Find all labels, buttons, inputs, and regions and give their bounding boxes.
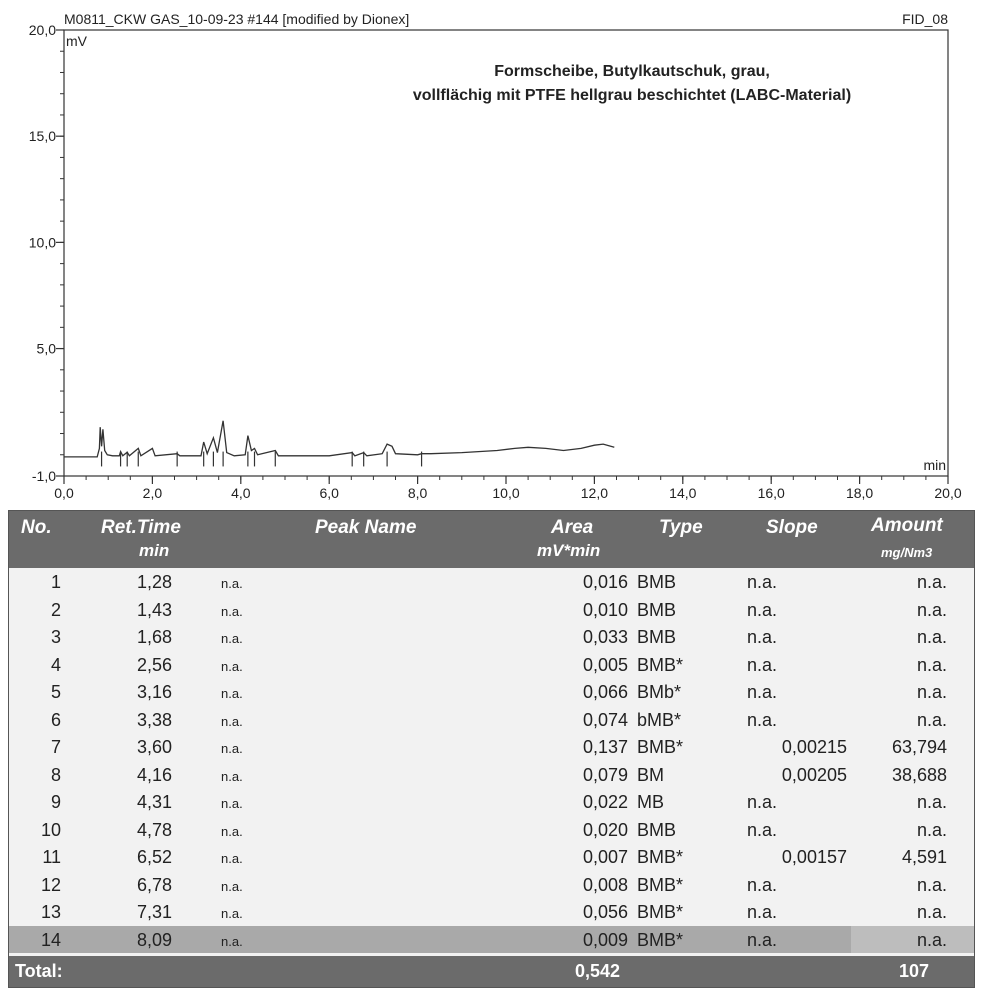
table-row	[9, 843, 974, 871]
cell-area: 0,066	[582, 682, 628, 702]
cell-area: 0,009	[582, 929, 628, 950]
cell-amount: 4,591	[901, 847, 947, 867]
cell-type: BMB*	[637, 874, 684, 895]
cell-slope: n.a.	[747, 792, 778, 812]
y-tick-labels	[29, 22, 64, 484]
col-area-unit: mV*min	[537, 541, 601, 560]
cell-no: 2	[50, 599, 61, 620]
cell-type: BMB	[637, 599, 677, 620]
table-row	[9, 816, 974, 844]
cell-ret-time: 3,38	[136, 709, 172, 730]
cell-no: 11	[42, 847, 61, 867]
x-tick-label: 10,0	[492, 485, 520, 501]
cell-area: 0,016	[582, 572, 628, 592]
col-type-header: Type	[659, 517, 703, 538]
x-tick-label: 16,0	[757, 485, 785, 501]
table-row	[9, 926, 974, 954]
cell-ret-time: 4,31	[136, 792, 172, 812]
cell-peak-name: n.a.	[221, 576, 243, 591]
cell-slope: n.a.	[747, 572, 778, 592]
cell-peak-name: n.a.	[221, 906, 243, 921]
cell-ret-time: 6,78	[136, 874, 172, 895]
y-tick-label: 10,0	[28, 234, 56, 251]
table-row	[9, 761, 974, 789]
cell-type: BMB*	[637, 847, 684, 867]
cell-area: 0,079	[582, 764, 628, 785]
cell-peak-name: n.a.	[221, 741, 243, 756]
table-row	[9, 651, 974, 679]
table-row	[9, 871, 974, 899]
cell-area: 0,056	[582, 902, 628, 922]
cell-amount: n.a.	[916, 599, 947, 620]
y-tick-label: -1,0	[31, 468, 56, 484]
table-row	[9, 678, 974, 706]
cell-amount: n.a.	[916, 654, 947, 675]
cell-type: BMB*	[637, 902, 684, 922]
cell-ret-time: 1,68	[136, 627, 172, 647]
annotation-line-1: Formscheibe, Butylkautschuk, grau,	[494, 63, 770, 80]
cell-slope: n.a.	[747, 819, 778, 840]
cell-amount: n.a.	[916, 572, 947, 592]
cell-no: 1	[50, 572, 61, 592]
table-row	[9, 898, 974, 926]
table-row	[9, 788, 974, 816]
cell-amount: 38,688	[891, 764, 947, 785]
col-area-header: Area	[551, 517, 594, 538]
table-row	[9, 623, 974, 651]
cell-ret-time: 1,43	[136, 599, 172, 620]
cell-amount: n.a.	[916, 682, 947, 702]
cell-peak-name: n.a.	[221, 933, 243, 949]
cell-area: 0,074	[582, 709, 628, 730]
x-tick-label: 0,0	[54, 485, 74, 501]
cell-ret-time: 4,16	[136, 764, 172, 785]
cell-no: 3	[50, 627, 61, 647]
cell-ret-time: 4,78	[136, 819, 172, 840]
cell-peak-name: n.a.	[221, 686, 243, 701]
cell-area: 0,008	[582, 874, 628, 895]
cell-slope: 0,00157	[781, 847, 847, 867]
cell-area: 0,020	[582, 819, 628, 840]
col-ret-time-header: Ret.Time	[101, 517, 181, 538]
cell-type: BMB*	[637, 654, 684, 675]
cell-ret-time: 2,56	[136, 654, 172, 675]
x-tick-label: 8,0	[407, 485, 428, 501]
cell-slope: n.a.	[747, 874, 778, 895]
channel-label: FID_08	[902, 11, 948, 27]
cell-ret-time: 8,09	[136, 929, 172, 950]
cell-type: BM	[637, 764, 664, 785]
table-row	[9, 706, 974, 734]
cell-no: 12	[40, 874, 61, 895]
cell-no: 6	[50, 709, 61, 730]
cell-area: 0,005	[582, 654, 628, 675]
cell-slope: n.a.	[747, 929, 778, 950]
cell-amount: n.a.	[916, 709, 947, 730]
cell-type: BMB	[637, 572, 677, 592]
cell-amount: n.a.	[916, 902, 947, 922]
annotation-line-2: vollflächig mit PTFE hellgrau beschichtet (LABC-Material)	[412, 87, 852, 104]
cell-peak-name: n.a.	[221, 713, 243, 729]
cell-slope: n.a.	[747, 599, 778, 620]
cell-no: 8	[50, 764, 61, 785]
cell-type: bMB*	[637, 709, 682, 730]
cell-slope: 0,00215	[781, 737, 847, 757]
table-total-row	[9, 956, 974, 987]
cell-ret-time: 1,28	[136, 572, 172, 592]
cell-area: 0,137	[582, 737, 628, 757]
cell-amount: n.a.	[916, 874, 947, 895]
cell-amount: n.a.	[916, 819, 947, 840]
cell-no: 7	[50, 737, 61, 757]
cell-peak-name: n.a.	[221, 823, 243, 839]
cell-no: 9	[50, 792, 61, 812]
y-tick-label: 15,0	[28, 128, 56, 145]
cell-amount: n.a.	[916, 929, 947, 950]
col-ret-time-unit: min	[139, 541, 170, 560]
col-no-header: No.	[21, 517, 52, 538]
cell-type: BMB*	[637, 929, 684, 950]
cell-peak-name: n.a.	[221, 878, 243, 894]
cell-area: 0,033	[582, 627, 628, 647]
cell-ret-time: 6,52	[136, 847, 172, 867]
cell-amount: 63,794	[891, 737, 947, 757]
table-row	[9, 733, 974, 761]
x-tick-label: 20,0	[934, 485, 962, 501]
total-label: Total:	[15, 961, 63, 981]
total-area: 0,542	[575, 961, 621, 981]
cell-no: 14	[40, 929, 61, 950]
peak-table	[8, 510, 975, 988]
cell-type: BMB	[637, 627, 677, 647]
cell-peak-name: n.a.	[221, 658, 243, 674]
cell-type: BMB	[637, 819, 677, 840]
cell-area: 0,007	[582, 847, 628, 867]
cell-area: 0,010	[582, 599, 628, 620]
x-tick-label: 4,0	[231, 485, 251, 501]
cell-no: 4	[50, 654, 61, 675]
x-tick-label: 12,0	[580, 485, 609, 501]
x-tick-labels	[54, 476, 962, 501]
x-axis-unit: min	[923, 457, 946, 473]
table-header	[9, 511, 974, 568]
cell-slope: n.a.	[747, 682, 778, 702]
cell-ret-time: 3,60	[136, 737, 172, 757]
cell-peak-name: n.a.	[221, 768, 243, 784]
cell-no: 10	[40, 819, 61, 840]
col-amount-unit: mg/Nm3	[881, 545, 933, 560]
col-slope-header: Slope	[766, 517, 818, 538]
cell-slope: n.a.	[747, 902, 778, 922]
cell-type: MB	[637, 792, 664, 812]
cell-ret-time: 7,31	[136, 902, 172, 922]
y-axis-unit: mV	[66, 33, 87, 49]
cell-slope: n.a.	[747, 627, 778, 647]
table-row	[9, 568, 974, 596]
x-tick-label: 6,0	[319, 485, 339, 501]
cell-no: 5	[50, 682, 61, 702]
chart-title: M0811_CKW GAS_10-09-23 #144 [modified by Dionex]	[64, 11, 410, 27]
cell-peak-name: n.a.	[221, 851, 243, 866]
cell-area: 0,022	[582, 792, 628, 812]
table-row	[9, 596, 974, 624]
x-tick-label: 18,0	[845, 485, 874, 501]
cell-slope: n.a.	[747, 709, 778, 730]
col-amount-header: Amount	[871, 515, 943, 536]
cell-slope: n.a.	[747, 654, 778, 675]
cell-type: BMb*	[637, 682, 682, 702]
cell-peak-name: n.a.	[221, 603, 243, 619]
cell-peak-name: n.a.	[221, 796, 243, 811]
col-peak-name-header: Peak Name	[315, 517, 417, 538]
x-tick-label: 2,0	[142, 485, 163, 501]
cell-slope: 0,00205	[781, 764, 847, 785]
cell-type: BMB*	[637, 737, 684, 757]
y-tick-label: 20,0	[28, 22, 56, 38]
total-amount: 107	[899, 961, 930, 981]
cell-amount: n.a.	[916, 792, 947, 812]
y-tick-label: 5,0	[36, 340, 56, 357]
x-tick-label: 14,0	[669, 485, 697, 501]
row-highlight	[9, 926, 851, 954]
chromatogram-trace	[64, 421, 614, 457]
cell-amount: n.a.	[916, 627, 947, 647]
cell-no: 13	[40, 902, 61, 922]
cell-peak-name: n.a.	[221, 631, 243, 646]
cell-ret-time: 3,16	[136, 682, 172, 702]
